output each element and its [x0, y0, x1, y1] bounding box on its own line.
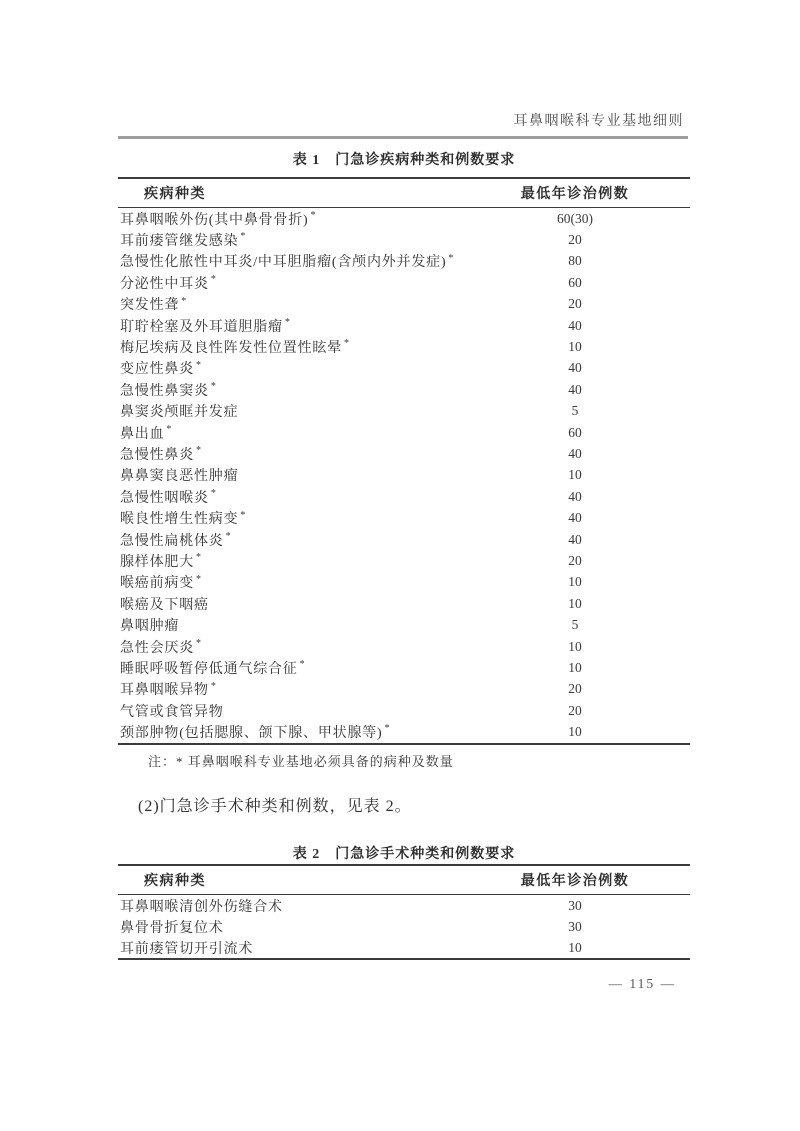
- required-asterisk: *: [196, 445, 202, 457]
- disease-name: 鼻出血 *: [120, 423, 173, 442]
- table-row: [118, 251, 690, 272]
- min-cases-value: 20: [568, 702, 582, 718]
- min-cases-value: 40: [568, 381, 582, 397]
- disease-name: 急慢性化脓性中耳炎/中耳胆脂瘤(含颅内外并发症) *: [120, 252, 455, 271]
- table-row: [118, 422, 690, 443]
- required-asterisk: *: [310, 210, 317, 222]
- table-row: [118, 700, 690, 721]
- table1-column-header-min-cases: 最低年诊治例数: [520, 187, 630, 202]
- table2-column-header-disease: 疾病种类: [144, 874, 206, 889]
- min-cases-value: 10: [568, 467, 582, 483]
- table-row: [118, 572, 690, 593]
- table2: [118, 864, 690, 960]
- page-number: — 115 —: [608, 976, 676, 991]
- min-cases-value: 60: [568, 274, 582, 290]
- disease-name: 分泌性中耳炎 *: [120, 274, 217, 292]
- disease-name: 颈部肿物(包括腮腺、颌下腺、甲状腺等) *: [120, 723, 391, 742]
- table-row: [118, 336, 690, 357]
- table-row: [118, 593, 690, 614]
- min-cases-value: 30: [568, 897, 582, 913]
- disease-name: 鼻咽肿瘤: [120, 619, 180, 635]
- table2-title: 表 2 门急诊手术种类和例数要求: [292, 847, 516, 862]
- table-row: [118, 937, 690, 958]
- disease-name: 梅尼埃病及良性阵发性位置性眩晕 *: [120, 338, 350, 357]
- required-asterisk: *: [196, 359, 202, 371]
- disease-name: 鼻鼻窦良恶性肿瘤: [120, 469, 239, 485]
- disease-name: 喉癌及下咽癌: [120, 597, 209, 613]
- disease-name: 急慢性鼻炎 *: [120, 445, 202, 463]
- table1-body: [118, 208, 690, 743]
- min-cases-value: 10: [568, 939, 582, 955]
- table-row: [118, 208, 690, 229]
- table2-column-header-min-cases: 最低年诊治例数: [520, 874, 630, 889]
- required-asterisk: *: [240, 509, 247, 521]
- min-cases-value: 40: [568, 360, 582, 376]
- table-row: [118, 721, 690, 742]
- disease-name: 喉良性增生性病变 *: [120, 509, 247, 528]
- required-asterisk: *: [210, 274, 217, 286]
- required-asterisk: *: [210, 381, 217, 393]
- disease-name: 鼻窦炎颅眶并发症: [120, 405, 239, 421]
- required-asterisk: *: [240, 231, 247, 243]
- table-row: [118, 657, 690, 678]
- table1-header-row: [118, 179, 690, 208]
- min-cases-value: 30: [568, 918, 582, 934]
- min-cases-value: 10: [568, 339, 582, 355]
- required-asterisk: *: [166, 423, 173, 435]
- disease-name: 耳前瘘管切开引流术: [120, 941, 254, 957]
- min-cases-value: 20: [568, 232, 582, 248]
- table-row: [118, 229, 690, 250]
- running-header: 耳鼻咽喉科专业基地细则: [513, 114, 684, 129]
- table2-body: [118, 895, 690, 958]
- required-asterisk: *: [196, 573, 202, 585]
- table1-column-header-disease: 疾病种类: [144, 187, 206, 202]
- min-cases-value: 20: [568, 681, 582, 697]
- disease-name: 变应性鼻炎 *: [120, 359, 202, 378]
- disease-name: 耳鼻咽喉外伤(其中鼻骨骨折) *: [120, 210, 317, 228]
- min-cases-value: 5: [571, 617, 579, 633]
- required-asterisk: *: [448, 252, 455, 264]
- table-row: [118, 916, 690, 937]
- disease-name: 耵聍栓塞及外耳道胆脂瘤 *: [120, 316, 291, 335]
- required-asterisk: *: [384, 723, 391, 735]
- min-cases-value: 80: [568, 253, 582, 269]
- disease-name: 腺样体肥大 *: [120, 552, 202, 570]
- min-cases-value: 10: [568, 595, 582, 611]
- min-cases-value: 40: [568, 488, 582, 504]
- table-row: [118, 272, 690, 293]
- table-row: [118, 315, 690, 336]
- min-cases-value: 10: [568, 574, 582, 590]
- min-cases-value: 20: [568, 296, 582, 312]
- min-cases-value: 40: [568, 445, 582, 461]
- table1: [118, 177, 690, 745]
- min-cases-value: 10: [568, 724, 582, 740]
- required-asterisk: *: [225, 530, 232, 542]
- disease-name: 急慢性咽喉炎 *: [120, 488, 217, 506]
- disease-name: 喉癌前病变 *: [120, 573, 202, 592]
- page-content: [118, 0, 690, 1131]
- required-asterisk: *: [181, 295, 188, 307]
- min-cases-value: 40: [568, 510, 582, 526]
- table-row: [118, 401, 690, 422]
- table-row: [118, 529, 690, 550]
- required-asterisk: *: [196, 637, 202, 649]
- disease-name: 气管或食管异物: [120, 704, 224, 720]
- required-asterisk: *: [210, 488, 217, 500]
- table-row: [118, 550, 690, 571]
- min-cases-value: 20: [568, 552, 582, 568]
- table-row: [118, 358, 690, 379]
- table-row: [118, 895, 690, 916]
- disease-name: 急性会厌炎 *: [120, 637, 202, 656]
- min-cases-value: 40: [568, 317, 582, 333]
- required-asterisk: *: [210, 680, 217, 692]
- required-asterisk: *: [344, 338, 350, 350]
- min-cases-value: 10: [568, 659, 582, 675]
- table1-title: 表 1 门急诊疾病种类和例数要求: [292, 153, 516, 168]
- table-row: [118, 679, 690, 700]
- disease-name: 耳鼻咽喉异物 *: [120, 680, 217, 699]
- min-cases-value: 10: [568, 638, 582, 654]
- required-asterisk: *: [284, 316, 291, 328]
- table-row: [118, 486, 690, 507]
- disease-name: 急慢性扁桃体炎 *: [120, 530, 232, 549]
- required-asterisk: *: [299, 659, 306, 671]
- min-cases-value: 5: [571, 403, 579, 419]
- table1-footnote: 注：* 耳鼻咽喉科专业基地必须具备的病种及数量: [148, 754, 454, 769]
- disease-name: 急慢性鼻窦炎 *: [120, 381, 217, 399]
- header-rule: [118, 136, 688, 139]
- min-cases-value: 40: [568, 531, 582, 547]
- disease-name: 睡眠呼吸暂停低通气综合征 *: [120, 659, 306, 677]
- table2-header-row: [118, 866, 690, 895]
- table-row: [118, 379, 690, 400]
- required-asterisk: *: [196, 552, 202, 564]
- disease-name: 突发性聋 *: [120, 295, 188, 314]
- disease-name: 鼻骨骨折复位术: [120, 920, 224, 936]
- disease-name: 耳前瘘管继发感染 *: [120, 231, 247, 250]
- body-paragraph: (2)门急诊手术种类和例数，见表 2。: [138, 798, 412, 815]
- table-row: [118, 465, 690, 486]
- disease-name: 耳鼻咽喉清创外伤缝合术: [120, 899, 283, 915]
- min-cases-value: 60: [568, 424, 582, 440]
- table-row: [118, 294, 690, 315]
- table-row: [118, 507, 690, 528]
- table-row: [118, 614, 690, 635]
- table-row: [118, 443, 690, 464]
- min-cases-value: 60(30): [557, 210, 593, 226]
- table-row: [118, 636, 690, 657]
